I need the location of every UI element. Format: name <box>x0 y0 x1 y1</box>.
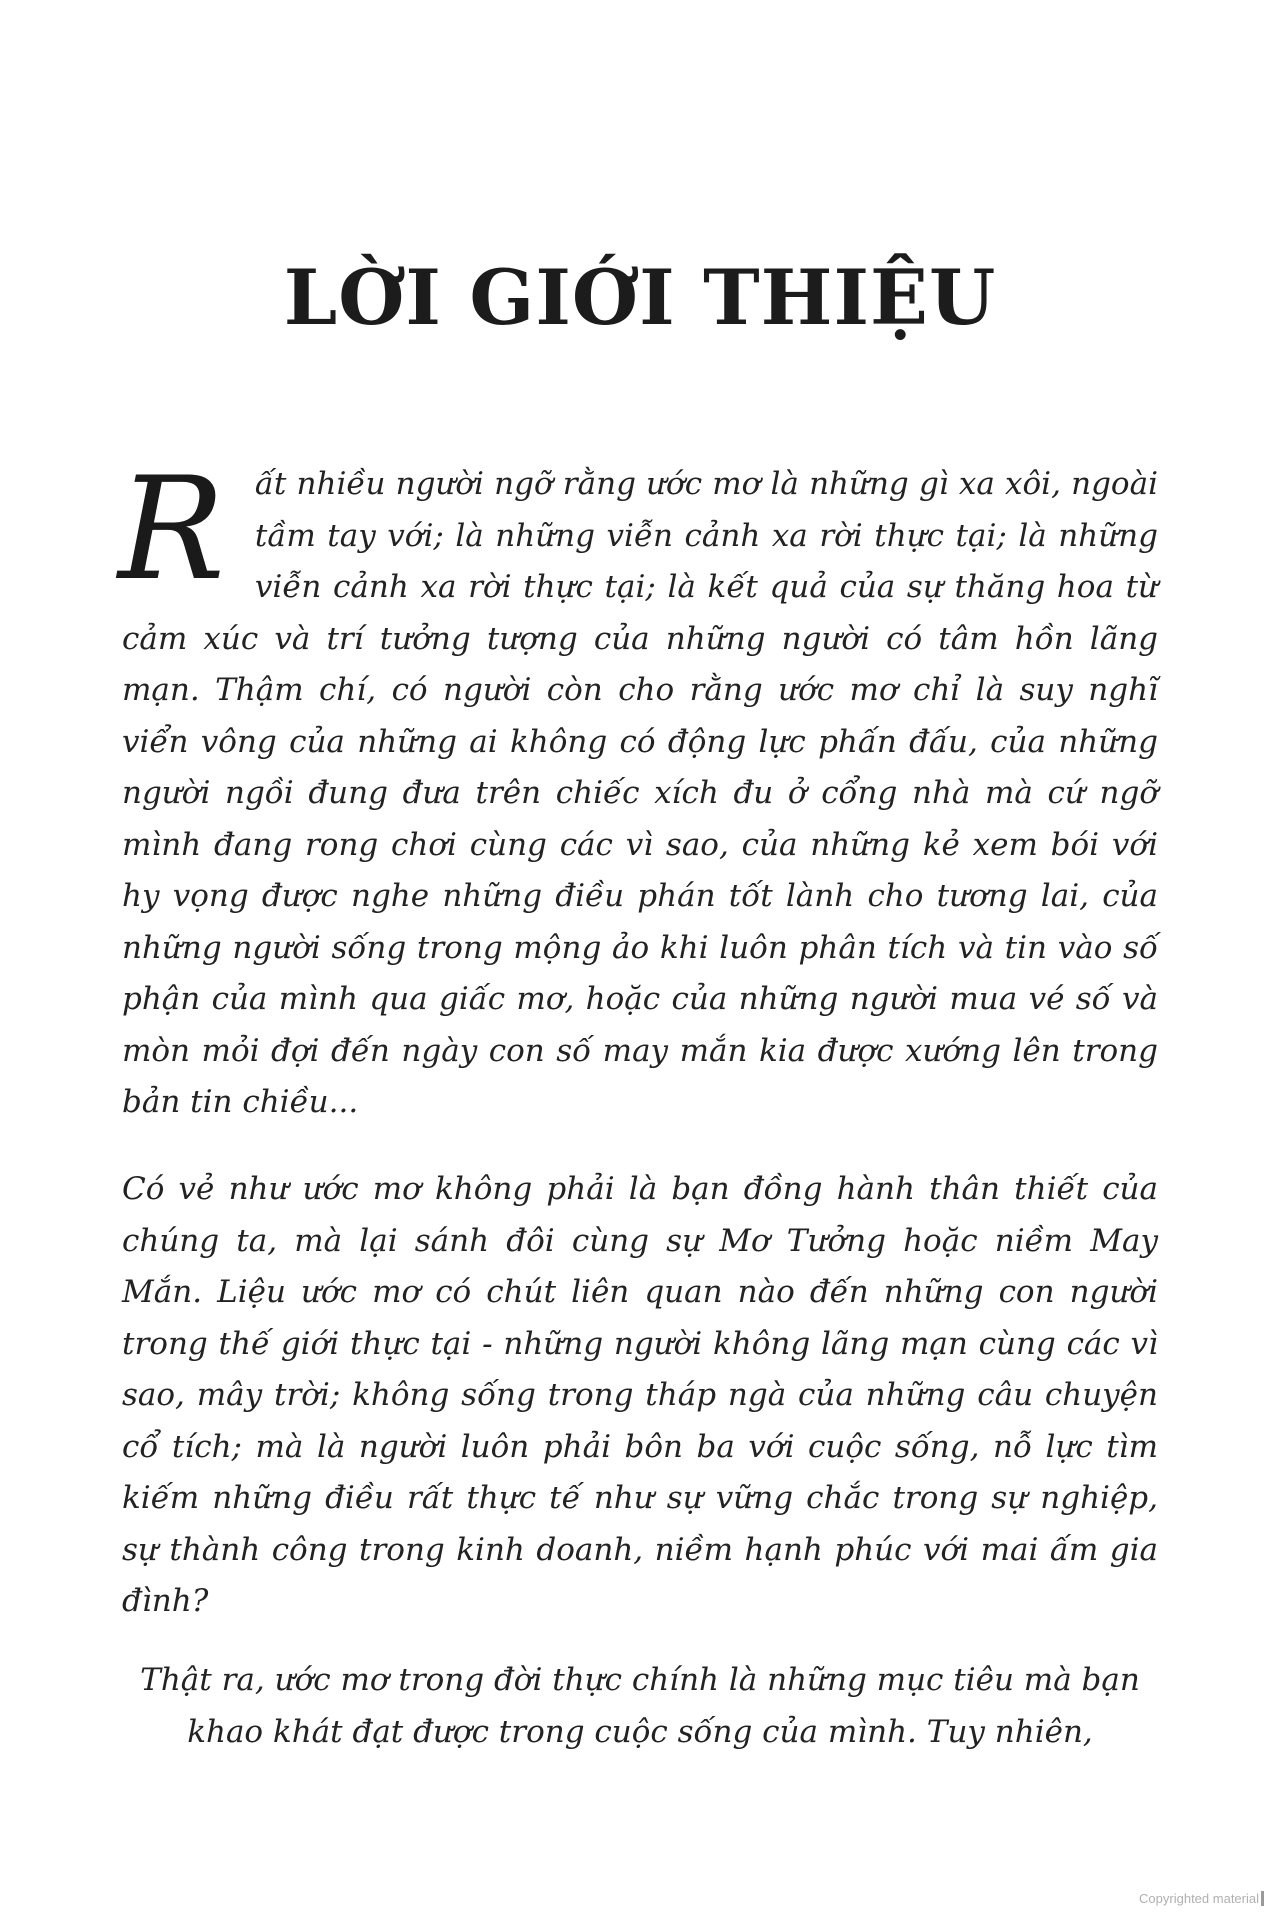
paragraph-3: Thật ra, ước mơ trong đời thực chính là những mục tiêu mà bạn khao khát đạt được trong cuộc sống của mình. Tuy nhiên, <box>140 1662 1140 1750</box>
paragraph-1-text: ất nhiều người ngỡ rằng ước mơ là những gì xa xôi, ngoài tầm tay với; là những viễn cảnh xa rời thực tại; là những viễn cảnh xa rời thực tại; là kết quả của sự thăng hoa từ cảm xúc và trí tưởng tượng của những người có tâm hồn lãng mạn. Thậm chí, có người còn cho rằng ước mơ chỉ là suy nghĩ viển vông của những ai không có động lực phấn đấu, của những người ngồi đung đưa trên chiếc xích đu ở cổng nhà mà cứ ngỡ mình đang rong chơi cùng các vì sao, của những kẻ xem bói với hy vọng được nghe những điều phán tốt lành cho tương lai, của những người sống trong mộng ảo khi luôn phân tích và tin vào số phận của mình qua giấc mơ, hoặc của những người mua vé số và mòn mỏi đợi đến ngày con số may mắn kia được xướng lên trong bản tin chiều... <box>122 466 1158 1120</box>
copyright-watermark: Copyrighted material <box>1139 1891 1264 1906</box>
drop-cap: R <box>118 447 225 612</box>
page-title: LỜI GIỚI THIỆU <box>283 253 997 342</box>
paragraph-1 <box>118 447 1158 1129</box>
paragraph-2: Có vẻ như ước mơ không phải là bạn đồng hành thân thiết của chúng ta, mà lại sánh đôi cùng sự Mơ Tưởng hoặc niềm May Mắn. Liệu ước mơ có chút liên quan nào đến những con người trong thế giới thực tại - những người không lãng mạn cùng các vì sao, mây trời; không sống trong tháp ngà của những câu chuyện cổ tích; mà là người luôn phải bôn ba với cuộc sống, nỗ lực tìm kiếm những điều rất thực tế như sự vững chắc trong sự nghiệp, sự thành công trong kinh doanh, niềm hạnh phúc với mai ấm gia đình? <box>122 1171 1158 1619</box>
